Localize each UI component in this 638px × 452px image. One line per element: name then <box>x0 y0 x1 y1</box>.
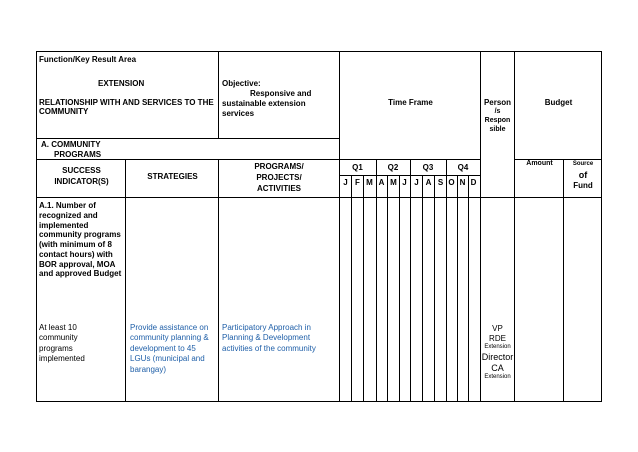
responsible-rde: RDE <box>489 334 506 343</box>
strategy-text: Provide assistance on community planning & development to 45 LGUs (municipal and barangay) <box>130 323 209 374</box>
objective-line-2: sustainable extension <box>222 99 306 108</box>
month-may: M <box>390 178 397 187</box>
month-sep: S <box>437 178 444 187</box>
person-responsible-line-1: Person <box>483 98 512 107</box>
month-apr: A <box>378 178 385 187</box>
quarter-q4: Q4 <box>457 163 469 172</box>
objective-line-3: services <box>222 109 255 118</box>
responsible-extension-1: Extension <box>484 344 511 350</box>
person-responsible-line-4: sible <box>489 126 506 133</box>
source-header-line-3: Fund <box>573 181 593 190</box>
function-label: Function/Key Result Area <box>39 55 137 64</box>
programs-header-line-1: PROGRAMS/ <box>254 162 304 171</box>
time-frame-label: Time Frame <box>388 98 433 107</box>
month-jun: J <box>402 178 407 187</box>
responsible-ca: CA <box>491 363 504 373</box>
quarter-q1: Q1 <box>352 163 363 172</box>
budget-label: Budget <box>544 98 573 107</box>
section-label-line-1: A. COMMUNITY <box>41 140 101 149</box>
indicator-title: A.1. Number of recognized and implemented community programs (with minimum of 8 contact hours) with BOR approval, MOA and approved Budget <box>39 201 122 279</box>
activity-text: Participatory Approach in Planning & Development activities of the community <box>222 323 316 353</box>
programs-header-line-2: PROJECTS/ <box>256 173 302 182</box>
quarter-q2: Q2 <box>387 163 399 172</box>
objective-label: Objective: <box>222 79 261 88</box>
month-feb: F <box>355 178 360 187</box>
success-indicator-header-line-2: INDICATOR(S) <box>54 177 109 186</box>
month-jan: J <box>343 178 348 187</box>
month-mar: M <box>366 178 373 187</box>
responsible-vp: VP <box>492 324 503 333</box>
responsible-director: Director <box>481 352 514 362</box>
strategies-header: STRATEGIES <box>147 172 198 181</box>
month-oct: O <box>448 178 455 187</box>
objective-line-1: Responsive and <box>250 89 312 98</box>
relationship-label: RELATIONSHIP WITH AND SERVICES TO THE COMMUNITY <box>39 98 214 117</box>
quarter-q3: Q3 <box>422 163 434 172</box>
extension-label: EXTENSION <box>98 79 145 88</box>
month-nov: N <box>459 178 466 187</box>
person-responsible-line-3: Respon <box>484 117 511 124</box>
month-aug: A <box>425 178 432 187</box>
source-header-line-2: of <box>578 170 588 180</box>
success-indicator-header-line-1: SUCCESS <box>62 166 101 175</box>
section-label-line-2: PROGRAMS <box>54 150 102 159</box>
source-header-line-1: Source <box>572 161 594 167</box>
responsible-extension-2: Extension <box>484 374 511 380</box>
programs-header-line-3: ACTIVITIES <box>256 184 301 193</box>
month-jul: J <box>414 178 419 187</box>
person-responsible-line-2: /s <box>494 108 501 115</box>
month-dec: D <box>470 178 477 187</box>
indicator-target: At least 10 community programs implemented <box>39 323 85 364</box>
amount-header: Amount <box>526 160 553 167</box>
